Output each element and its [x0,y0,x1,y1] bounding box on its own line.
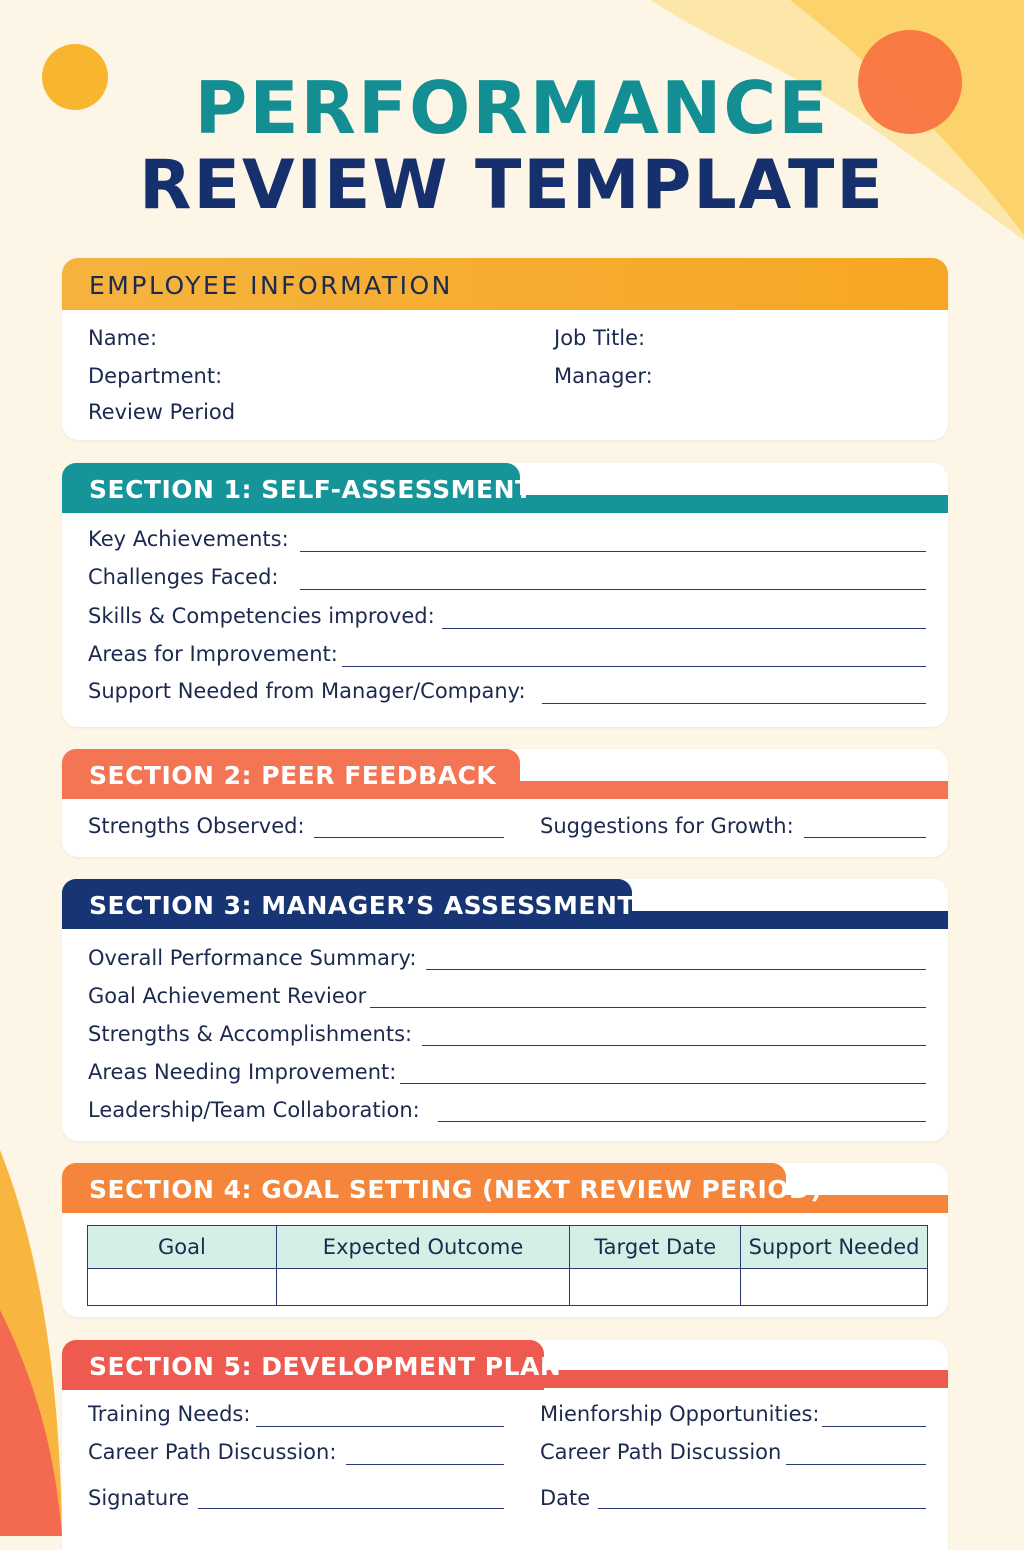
section-1-strip [502,495,948,513]
areas-needing-improvement-label: Areas Needing Improvement: [88,1060,397,1084]
career-path-left-label: Career Path Discussion: [88,1440,337,1464]
expected-outcome-cell[interactable] [276,1269,570,1306]
key-achievements-line[interactable] [300,551,926,552]
section-5-heading: SECTION 5: DEVELOPMENT PLAN [89,1352,562,1381]
career-path-right-label: Career Path Discussion [540,1440,782,1464]
challenges-line[interactable] [300,589,926,590]
review-period-label: Review Period [88,400,236,424]
mentorship-label: Mienforship Opportunities: [540,1402,820,1426]
goal-achievement-line[interactable] [370,1007,926,1008]
section-1-heading: SECTION 1: SELF-ASSESSMENT [89,475,533,504]
goal-column-header: Goal [88,1226,277,1269]
section-4-heading: SECTION 4: GOAL SETTING (NEXT REVIEW PERIOD) [89,1175,823,1204]
challenges-label: Challenges Faced: [88,565,279,589]
department-label: Department: [88,364,223,388]
training-needs-line[interactable] [256,1426,504,1427]
employee-info-card [62,258,948,440]
key-achievements-label: Key Achievements: [88,527,289,551]
manager-label: Manager: [554,364,653,388]
skills-label: Skills & Competencies improved: [88,604,435,628]
signature-label: Signature [88,1486,190,1510]
career-path-right-line[interactable] [786,1464,926,1465]
page-title-line-1: PERFORMANCE [194,66,830,150]
section-2-strip [502,781,948,799]
strengths-observed-line[interactable] [314,837,504,838]
section-5-strip [522,1370,948,1388]
section-3-strip [612,911,948,929]
job-title-label: Job Title: [554,326,646,350]
page-title-line-2: REVIEW TEMPLATE [139,146,885,225]
suggestions-growth-line[interactable] [804,837,926,838]
support-needed-line[interactable] [542,703,926,704]
date-line[interactable] [598,1508,926,1509]
section-3-card [62,879,948,1141]
areas-needing-improvement-line[interactable] [400,1083,926,1084]
target-date-column-header: Target Date [570,1226,741,1269]
goal-achievement-label: Goal Achievement Revieor [88,984,367,1008]
table-row [88,1269,928,1306]
section-3-heading: SECTION 3: MANAGER’S ASSESSMENT [89,891,635,920]
date-label: Date [540,1486,591,1510]
training-needs-label: Training Needs: [88,1402,251,1426]
target-date-cell[interactable] [570,1269,741,1306]
support-needed-cell[interactable] [741,1269,928,1306]
goal-cell[interactable] [88,1269,277,1306]
section-1-card [62,463,948,727]
leadership-label: Leadership/Team Collaboration: [88,1098,420,1122]
overall-summary-line[interactable] [426,969,926,970]
support-needed-label: Support Needed from Manager/Company: [88,679,526,703]
table-header-row [88,1226,928,1269]
career-path-left-line[interactable] [346,1464,504,1465]
goal-setting-table [87,1225,928,1306]
signature-line[interactable] [198,1508,504,1509]
suggestions-growth-label: Suggestions for Growth: [540,814,794,838]
skills-line[interactable] [442,628,926,629]
section-4-card [62,1163,948,1317]
name-label: Name: [88,326,158,350]
areas-improvement-label: Areas for Improvement: [88,642,338,666]
strengths-accomplishments-line[interactable] [422,1045,926,1046]
strengths-observed-label: Strengths Observed: [88,814,305,838]
section-2-card [62,749,948,857]
overall-summary-label: Overall Performance Summary: [88,946,417,970]
strengths-accomplishments-label: Strengths & Accomplishments: [88,1022,413,1046]
areas-improvement-line[interactable] [342,666,926,667]
mentorship-line[interactable] [822,1426,926,1427]
expected-outcome-column-header: Expected Outcome [276,1226,570,1269]
employee-info-heading: EMPLOYEE INFORMATION [89,271,453,300]
section-5-card [62,1340,948,1550]
leadership-line[interactable] [438,1121,926,1122]
support-needed-column-header: Support Needed [741,1226,928,1269]
section-2-heading: SECTION 2: PEER FEEDBACK [89,761,497,790]
